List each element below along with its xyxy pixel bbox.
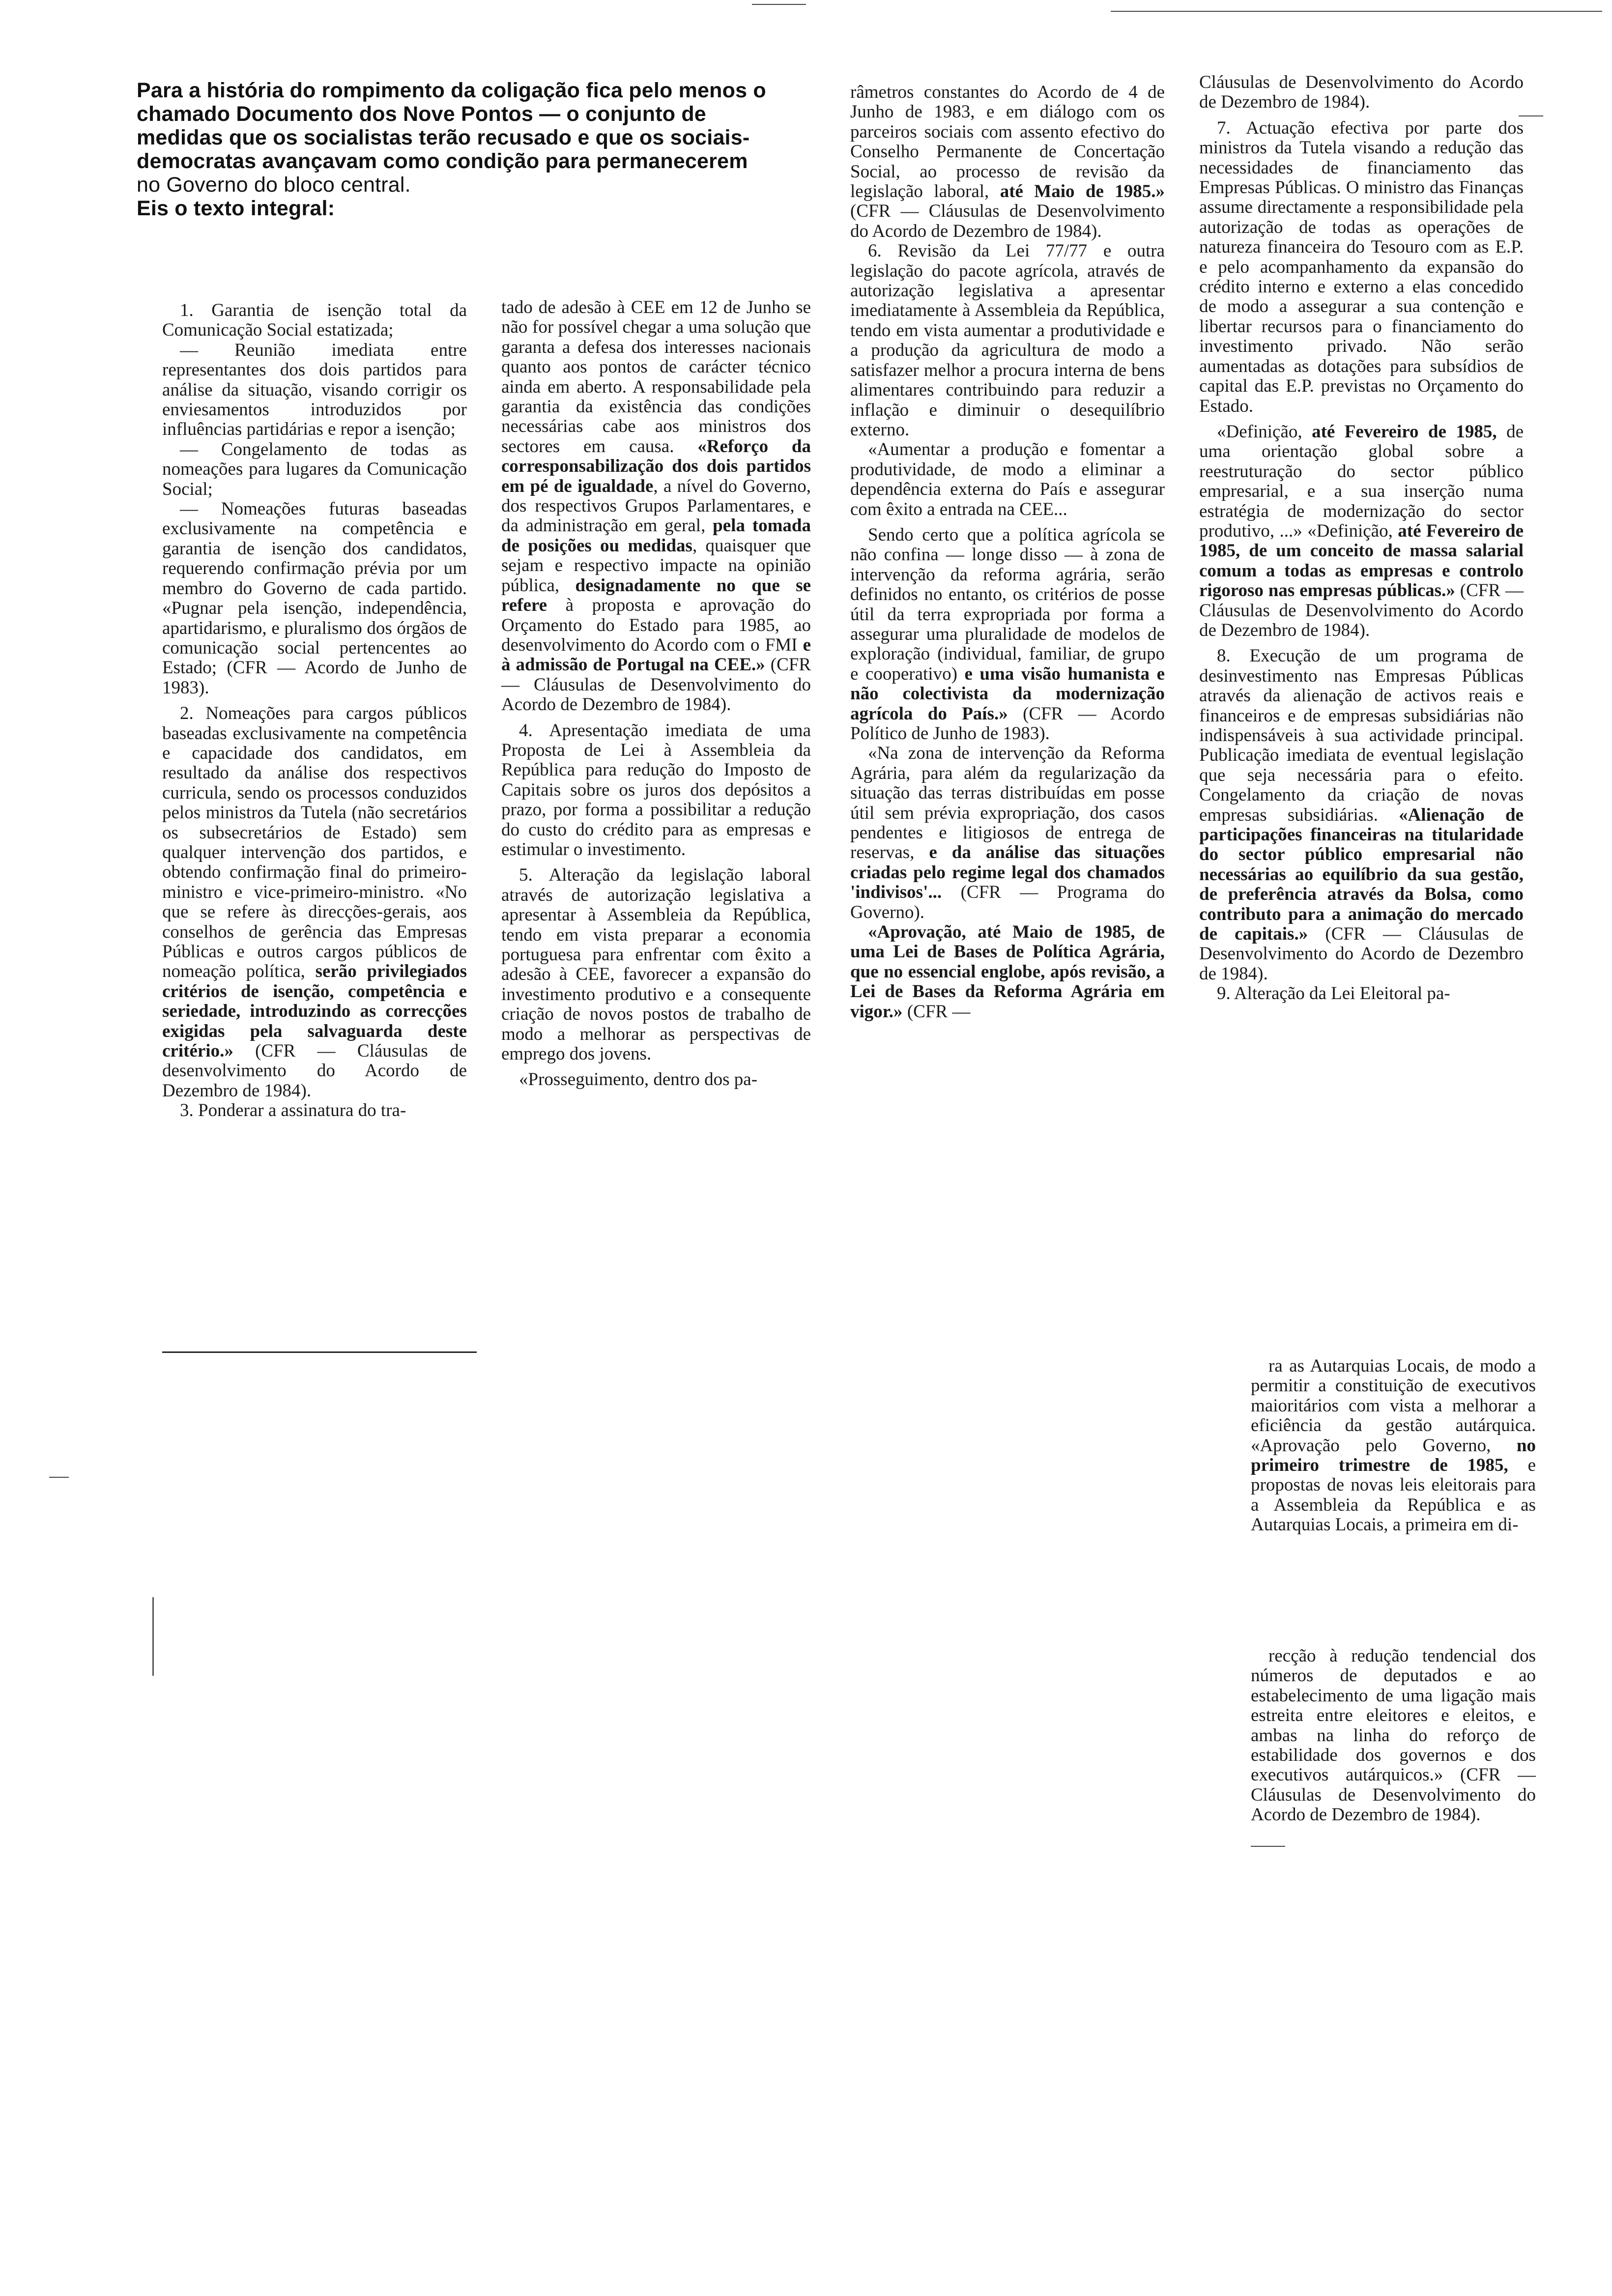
intro-headline	[137, 79, 776, 220]
col1-paragraph: 2. Nomeações para cargos públicos baseadas exclusivamente na competência e capacidade dos candidatos, em resultado da análise dos respectivos curricula, sendo os processos conduzidos pelos ministros da Tutela (não secretários os subsecretários de Estado) sem qualquer intervenção dos partidos, e obtendo confirmação final do primeiro-ministro e vice-primeiro-ministro. «No que se refere às direcções-gerais, aos conselhos de gerência das Empresas Públicas e outros cargos públicos de nomeação política, serão privilegiados critérios de isenção, competência e seriedade, introduzindo as correcções exigidas pela salvaguarda deste critério.» (CFR — Cláusulas de desenvolvimento do Acordo de Dezembro de 1984).	[162, 703, 467, 1101]
column-1	[162, 301, 467, 1121]
column-3	[850, 83, 1165, 1022]
top-edge-mark	[1111, 11, 1602, 12]
margin-mark	[49, 1477, 69, 1478]
column-4	[1199, 73, 1524, 1004]
col2-paragraph: tado de adesão à CEE em 12 de Junho se não for possível chegar a uma solução que garanta a defesa dos interesses nacionais quanto aos pontos de carácter técnico ainda em aberto. A responsabilidade pela garantia da existência das condições necessárias cabe aos ministros dos sectores em causa. «Reforço da corresponsabilização dos dois partidos em pé de igualdade, a nível do Governo, dos respectivos Grupos Parlamentares, e da administração em geral, pela tomada de posições ou medidas, quaisquer que sejam e respectivo impacte na opinião pública, designadamente no que se refere à proposta e aprovação do Orçamento do Estado para 1985, ao desenvolvimento do Acordo com o FMI e à admissão de Portugal na CEE.» (CFR — Cláusulas de Desenvolvimento do Acordo de Dezembro de 1984).	[501, 297, 811, 715]
col1-paragraph: — Reunião imediata entre representantes dos dois partidos para análise da situação, visando corrigir os enviesamentos introduzidos por influências partidárias e repor a isenção;	[162, 340, 467, 440]
intro-subtitle: Eis o texto integral:	[137, 197, 335, 220]
col1-bottom-rule	[162, 1351, 477, 1353]
column-4-continuation	[1251, 1356, 1536, 1535]
col3-paragraph: 6. Revisão da Lei 77/77 e outra legislação do pacote agrícola, através de autorização legislativa a apresentar imediatamente à Assembleia da República, tendo em vista aumentar a produtividade e a produção da agricultura de modo a satisfazer melhor a procura interna de bens alimentares contribuindo para reduzir a inflação e diminuir o desequilíbrio externo.	[850, 241, 1165, 440]
intro-text-normal: no Governo do bloco central.	[137, 173, 411, 197]
col3-paragraph: Sendo certo que a política agrícola se não confina — longe disso — à zona de intervenção da reforma agrária, serão definidos no entanto, os critérios de posse útil da terra expropriada por forma a assegurar uma pluralidade de modelos de exploração (individual, familiar, de grupo e cooperativo) e uma visão humanista e não colectivista da modernização agrícola do País.» (CFR — Acordo Político de Junho de 1983).	[850, 524, 1165, 744]
col1-paragraph: — Congelamento de todas as nomeações para lugares da Comunicação Social;	[162, 439, 467, 499]
col4-paragraph: Cláusulas de Desenvolvimento do Acordo de Dezembro de 1984).	[1199, 72, 1524, 113]
margin-tick	[152, 1597, 154, 1676]
col1-paragraph: 3. Ponderar a assinatura do tra-	[180, 1100, 406, 1121]
col4-paragraph: 9. Alteração da Lei Eleitoral pa-	[1217, 983, 1450, 1004]
intro-text: Para a história do rompimento da coligação fica pelo menos o chamado Documento dos Nove Pontos — o conjunto de medidas que os socialistas terão recusado e que os sociais-democratas avançavam como condição para permanecerem	[137, 79, 766, 173]
col1-paragraph: 1. Garantia de isenção total da Comunicação Social estatizada;	[162, 300, 467, 341]
column-4-final-block	[1251, 1646, 1536, 1825]
col4-paragraph: recção à redução tendencial dos números de deputados e ao estabelecimento de uma ligação mais estreita entre eleitores e eleitos, e ambas na linha do reforço de estabilidade dos governos e dos executivos autárquicos.» (CFR — Cláusulas de Desenvolvimento do Acordo de Dezembro de 1984).	[1251, 1646, 1536, 1825]
col3-paragraph: «Aprovação, até Maio de 1985, de uma Lei de Bases de Política Agrária, que no essencial englobe, após revisão, a Lei de Bases da Reforma Agrária em vigor.» (CFR —	[850, 922, 1165, 1022]
col3-paragraph: «Na zona de intervenção da Reforma Agrária, para além da regularização da situação das terras distribuídas em posse útil sem prévia expropriação, dos casos pendentes e litigiosos de entrega de reservas, e da análise das situações criadas pelo regime legal dos chamados 'indivisos'... (CFR — Programa do Governo).	[850, 743, 1165, 922]
col4-paragraph: «Definição, até Fevereiro de 1985, de uma orientação global sobre a reestruturação do sector público empresarial, e a sua inserção numa estratégia de modernização do sector produtivo, ...» «Definição, até Fevereiro de 1985, de um conceito de massa salarial comum a todas as empresas e controlo rigoroso nas empresas públicas.» (CFR — Cláusulas de Desenvolvimento do Acordo de Dezembro de 1984).	[1199, 421, 1524, 640]
col3-paragraph: «Aumentar a produção e fomentar a produtividade, de modo a eliminar a dependência externa do País e assegurar com êxito a entrada na CEE...	[850, 439, 1165, 519]
col2-paragraph: «Prosseguimento, dentro dos pa-	[519, 1069, 758, 1090]
col2-paragraph: 5. Alteração da legislação laboral através de autorização legislativa a apresentar à Assembleia da República, tendo em vista preparar a economia portuguesa para enfrentar com êxito a adesão à CEE, favorecer a expansão do investimento produtivo e a consequente criação de novos postos de trabalho de modo a melhorar as perspectivas de emprego dos jovens.	[501, 865, 811, 1064]
col1-paragraph: — Nomeações futuras baseadas exclusivamente na competência e garantia de isenção dos candidatos, requerendo confirmação prévia por um membro do Governo de cada partido. «Pugnar pela isenção, independência, apartidarismo, e pluralismo dos órgãos de comunicação social pertencentes ao Estado; (CFR — Acordo de Junho de 1983).	[162, 499, 467, 698]
end-mark	[1251, 1846, 1285, 1847]
col3-paragraph: râmetros constantes do Acordo de 4 de Junho de 1983, e em diálogo com os parceiros sociais com assento efectivo do Conselho Permanente de Concertação Social, ao processo de revisão da legislação laboral, até Maio de 1985.» (CFR — Cláusulas de Desenvolvimento do Acordo de Dezembro de 1984).	[850, 82, 1165, 241]
col4-paragraph: 8. Execução de um programa de desinvestimento nas Empresas Públicas através da alienação de activos reais e financeiros e de empresas subsidiárias não indispensáveis à sua actividade principal. Publicação imediata de eventual legislação que seja necessária para o efeito. Congelamento da criação de novas empresas subsidiárias. «Alienação de participações financeiras na titularidade do sector público empresarial não necessárias ao equilíbrio da sua gestão, de preferência através da Bolsa, como contributo para a animação do mercado de capitais.» (CFR — Cláusulas de Desenvolvimento do Acordo de Dezembro de 1984).	[1199, 646, 1524, 984]
top-edge-mark	[752, 4, 806, 5]
margin-mark	[1519, 115, 1543, 116]
col4-paragraph: ra as Autarquias Locais, de modo a permitir a constituição de executivos maioritários com vista a melhorar a eficiência da gestão autárquica. «Aprovação pelo Governo, no primeiro trimestre de 1985, e propostas de novas leis eleitorais para a Assembleia da República e as Autarquias Locais, a primeira em di-	[1251, 1356, 1536, 1535]
column-2	[501, 298, 811, 1090]
col4-paragraph: 7. Actuação efectiva por parte dos ministros da Tutela visando a redução das necessidades de financiamento das Empresas Públicas. O ministro das Finanças assume directamente a responsibilidade pela autorização de todas as operações de natureza financeira do Tesouro com as E.P. e pelo acompanhamento da expansão do crédito interno e externo a elas concedido de modo a assegurar a sua contenção e libertar recursos para o financiamento do investimento privado. Não serão aumentadas as dotações para subsídios de capital das E.P. previstas no Orçamento do Estado.	[1199, 117, 1524, 416]
col2-paragraph: 4. Apresentação imediata de uma Proposta de Lei à Assembleia da República para redução do Imposto de Capitais sobre os juros dos depósitos a prazo, por forma a possibilitar a redução do custo do crédito para as empresas e estimular o investimento.	[501, 720, 811, 860]
